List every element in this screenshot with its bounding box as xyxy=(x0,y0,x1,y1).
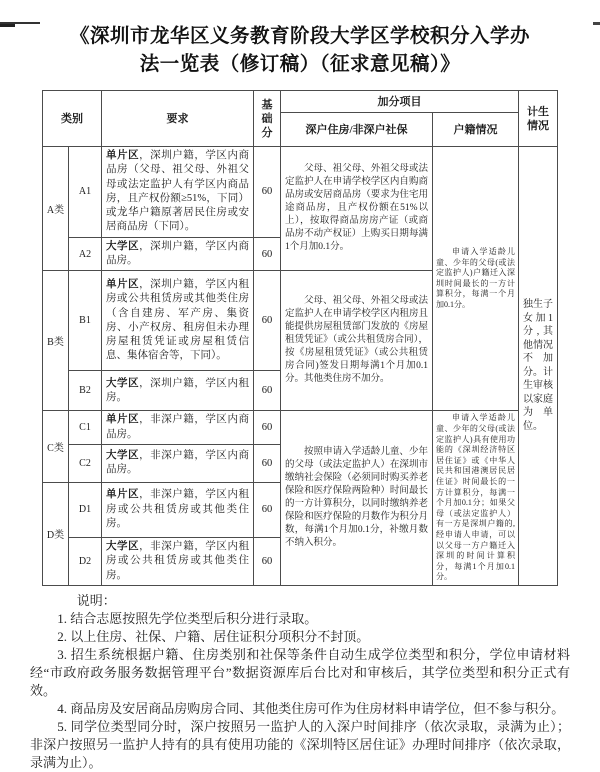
base-score-a1: 60 xyxy=(254,147,281,238)
group-label-b: B类 xyxy=(43,271,69,411)
requirement-d1-rest: ，非深户籍，学区内租房或公共租赁房或其他类住房。 xyxy=(106,489,249,530)
requirement-d1 xyxy=(102,482,254,537)
requirement-b2 xyxy=(102,371,254,411)
title-line-1: 《深圳市龙华区义务教育阶段大学区学校积分入学办 xyxy=(69,25,530,47)
household-status-ab: 申请入学适龄儿童、少年的父母(或法定监护人)户籍迁入深圳时间最长的一方计算积分，每满一个月加0.1分。 xyxy=(433,147,519,411)
document-title xyxy=(20,22,580,78)
row-code-a2: A2 xyxy=(69,237,102,271)
row-code-b1: B1 xyxy=(69,271,102,371)
requirement-c1-lead: 单片区 xyxy=(106,414,140,426)
requirement-a1-rest: ，深圳户籍，学区内商品房（父母、祖父母、外祖父母或法定监护人有学区内商品房，且产权份额≥51%，下同）或龙华户籍原著居民住房或安居商品房（下同）。 xyxy=(106,150,249,233)
table-header-row-1 xyxy=(43,91,558,113)
scan-artifact-top-edge xyxy=(0,22,40,24)
bonus-social-insurance-cd: 按照申请入学适龄儿童、少年的父母（或法定监护人）在深圳市缴纳社会保险（必须同时购买养老保险和医疗保险两险种）时间最长的一方计算积分，以同时缴纳养老保险和医疗保险的月数作为积分月数，每满1个月加0.1分，补缴月数不纳入积分。 xyxy=(281,411,433,586)
group-label-a: A类 xyxy=(43,147,69,271)
requirement-d2 xyxy=(102,537,254,585)
base-score-d1: 60 xyxy=(254,482,281,537)
household-status-cd: 申请入学适龄儿童、少年的父母(或法定监护人)具有使用功能的《深圳经济特区居住证》或《中华人民共和国港澳居民居住证》时间最长的一方计算积分，每满一个月加0.1分；如果父母（或法定监护人）有一方是深圳户籍的,经申请人申请，可以以父母一方户籍迁入深圳的时间计算积分，每满1个月加0.1分。 xyxy=(433,411,519,586)
requirement-a1 xyxy=(102,147,254,238)
table-row-c1 xyxy=(43,411,558,445)
requirement-a1-lead: 单片区 xyxy=(106,150,140,161)
base-score-a2: 60 xyxy=(254,237,281,271)
note-item-2: 2. 以上住房、社保、户籍、居住证积分项积分不封顶。 xyxy=(57,628,370,644)
requirement-b1 xyxy=(102,271,254,371)
title-line-2: 法一览表（修订稿）（征求意见稿）》 xyxy=(139,53,461,75)
requirement-d2-lead: 大学区 xyxy=(106,540,140,552)
row-code-d1: D1 xyxy=(69,482,102,537)
notes-section xyxy=(30,592,570,772)
note-item-3: 3. 招生系统根据户籍、住房类别和社保等条件自动生成学位类型和积分，学位申请材料经“市政府政务服务数据管理平台”数据资源库后台比对和审核后，其学位类型和积分正式有效。 xyxy=(30,646,570,698)
header-family-planning: 计生情况 xyxy=(519,91,558,147)
requirement-b1-rest: ，深圳户籍，学区内租房或公共租赁房或其他类住房（含自建房、军产房、集资房、小产权房、租房但未办理房屋租赁凭证或房屋租赁信息、集体宿舍等，下同）。 xyxy=(106,278,249,362)
requirement-b1-lead: 单片区 xyxy=(106,278,140,290)
bonus-housing-a: 父母、祖父母、外祖父母或法定监护人在申请学校学区内自购商品房或安居商品房（要求为住宅用途商品房，且产权份额在51%以上），按取得商品房房产证（或商品房不动产权证）上购买日期每满1个月加0.1分。 xyxy=(281,147,433,271)
note-item-4: 4. 商品房及安居商品房购房合同、其他类住房可作为住房材料申请学位，但不参与积分。 xyxy=(57,700,565,716)
requirement-d1-lead: 单片区 xyxy=(106,489,140,501)
requirement-b2-lead: 大学区 xyxy=(106,377,140,389)
requirement-c2 xyxy=(102,444,254,482)
family-planning-cell: 独生子女加1分,其他情况不加分。计生审核以家庭为单位。 xyxy=(519,147,558,586)
requirement-c1 xyxy=(102,411,254,445)
requirement-d2-rest: ，非深户籍，学区内租房或公共租赁房或其他类住房。 xyxy=(106,540,249,581)
header-category: 类别 xyxy=(43,91,102,147)
header-bonus-group: 加分项目 xyxy=(281,91,519,113)
requirement-a2 xyxy=(102,237,254,271)
notes-label: 说明： xyxy=(76,592,116,608)
row-code-c1: C1 xyxy=(69,411,102,445)
base-score-c2: 60 xyxy=(254,444,281,482)
group-label-c: C类 xyxy=(43,411,69,483)
header-bonus-housing: 深户住房/非深户社保 xyxy=(281,113,433,147)
note-item-1: 1. 结合志愿按照先学位类型后积分进行录取。 xyxy=(57,610,318,626)
bonus-housing-b: 父母、祖父母、外祖父母或法定监护人在申请学校学区内租房且能提供房屋租赁部门发放的《房屋租赁凭证》（或公共租赁房合同），按《房屋租赁凭证》（或公共租赁房合同)签发日期每满1个月加0.1分。其他类住房不加分。 xyxy=(281,271,433,411)
row-code-c2: C2 xyxy=(69,444,102,482)
row-code-d2: D2 xyxy=(69,537,102,585)
header-base-score: 基础分 xyxy=(254,91,281,147)
base-score-c1: 60 xyxy=(254,411,281,445)
table-row-a1 xyxy=(43,147,558,238)
header-bonus-household: 户籍情况 xyxy=(433,113,519,147)
requirement-a2-lead: 大学区 xyxy=(106,240,140,252)
note-item-5: 5. 同学位类型同分时，深户按照另一监护人的入深户时间排序（依次录取，录满为止）；非深户按照另一监护人持有的具有使用功能的《深圳特区居住证》办理时间排序（依次录取，录满为止）。 xyxy=(30,718,570,770)
requirement-b2-rest: ，深圳户籍，学区内租房。 xyxy=(106,377,249,403)
group-label-d: D类 xyxy=(43,482,69,585)
requirement-a2-rest: ，深圳户籍，学区内商品房。 xyxy=(106,240,249,267)
requirement-c2-lead: 大学区 xyxy=(106,450,140,462)
requirement-c2-rest: ，非深户籍，学区内商品房。 xyxy=(106,450,249,476)
base-score-b1: 60 xyxy=(254,271,281,371)
admission-points-table xyxy=(42,90,558,586)
scan-artifact-top-right xyxy=(593,22,600,25)
header-requirement: 要求 xyxy=(102,91,254,147)
row-code-a1: A1 xyxy=(69,147,102,238)
row-code-b2: B2 xyxy=(69,371,102,411)
base-score-d2: 60 xyxy=(254,537,281,585)
requirement-c1-rest: ，非深户籍，学区内商品房。 xyxy=(106,414,249,440)
base-score-b2: 60 xyxy=(254,371,281,411)
